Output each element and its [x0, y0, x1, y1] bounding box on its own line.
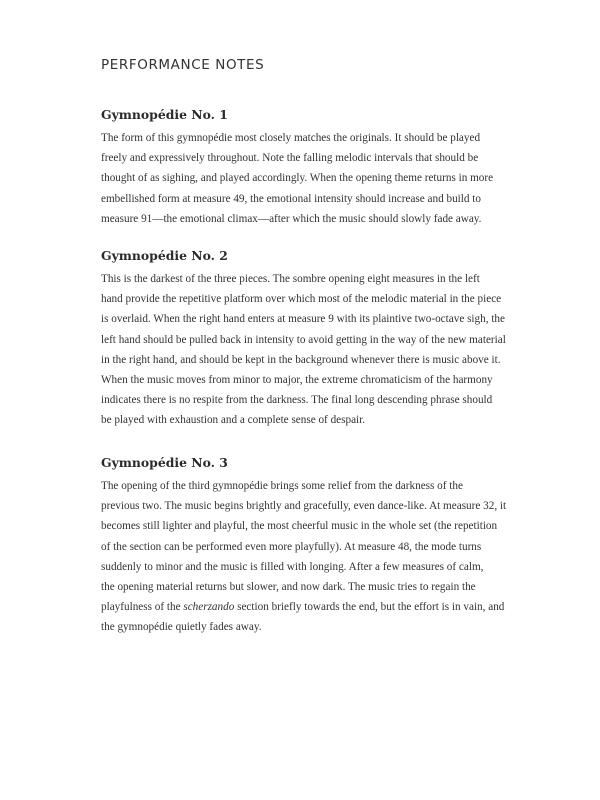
text-line: suddenly to minor and the music is filled with longing. After a few measures of calm,: [101, 560, 484, 573]
text-line: freely and expressively throughout. Note the falling melodic intervals that should be: [101, 152, 479, 165]
section-paragraph: [101, 269, 531, 431]
text-line: embellished form at measure 49, the emotional intensity should increase and build to: [101, 192, 481, 205]
section-gymnopedie-3: [101, 453, 531, 638]
section-paragraph: [101, 476, 531, 638]
text-run: playfulness of the: [101, 601, 184, 614]
page-title: PERFORMANCE NOTES: [101, 57, 265, 73]
text-line: The form of this gymnopédie most closely matches the originals. It should be played: [101, 132, 481, 144]
text-line: When the music moves from minor to major, the extreme chromaticism of the harmony: [101, 374, 493, 387]
section-heading: Gymnopédie No. 1: [101, 107, 228, 122]
section-gymnopedie-1: [101, 105, 531, 229]
text-line: This is the darkest of the three pieces. The sombre opening eight measures in the left: [101, 273, 480, 285]
text-line: [101, 597, 531, 617]
text-run: section briefly towards the end, but the effort is in vain, and: [234, 601, 505, 614]
section-gymnopedie-2: [101, 246, 531, 431]
text-line: the gymnopédie quietly fades away.: [101, 621, 262, 634]
text-line: measure 91—the emotional climax—after which the music should slowly fade away.: [101, 212, 482, 225]
section-heading: Gymnopédie No. 3: [101, 455, 228, 470]
text-line: indicates there is no respite from the darkness. The final long descending phrase should: [101, 394, 493, 407]
italic-term: scherzando: [183, 601, 235, 614]
section-paragraph: [101, 128, 531, 229]
section-heading: Gymnopédie No. 2: [101, 248, 228, 263]
text-line: in the right hand, and should be kept in the background whenever there is music above it.: [101, 353, 501, 366]
text-line: thought of as sighing, and played accordingly. When the opening theme returns in more: [101, 172, 494, 185]
text-line: of the section can be performed even more playfully). At measure 48, the mode turns: [101, 540, 482, 553]
text-line: the opening material returns but slower, and now dark. The music tries to regain the: [101, 581, 476, 594]
text-line: be played with exhaustion and a complete sense of despair.: [101, 414, 366, 427]
text-line: hand provide the repetitive platform over which most of the melodic material in the piece: [101, 293, 502, 306]
text-line: left hand should be pulled back in intensity to avoid getting in the way of the new material: [101, 333, 506, 346]
text-line: is overlaid. When the right hand enters at measure 9 with its plaintive two-octave sigh, the: [101, 313, 505, 326]
text-line: The opening of the third gymnopédie brings some relief from the darkness of the: [101, 480, 463, 492]
text-line: becomes still lighter and playful, the most cheerful music in the whole set (the repetition: [101, 520, 498, 533]
text-line: previous two. The music begins brightly and gracefully, even dance-like. At measure 32, it: [101, 500, 507, 513]
